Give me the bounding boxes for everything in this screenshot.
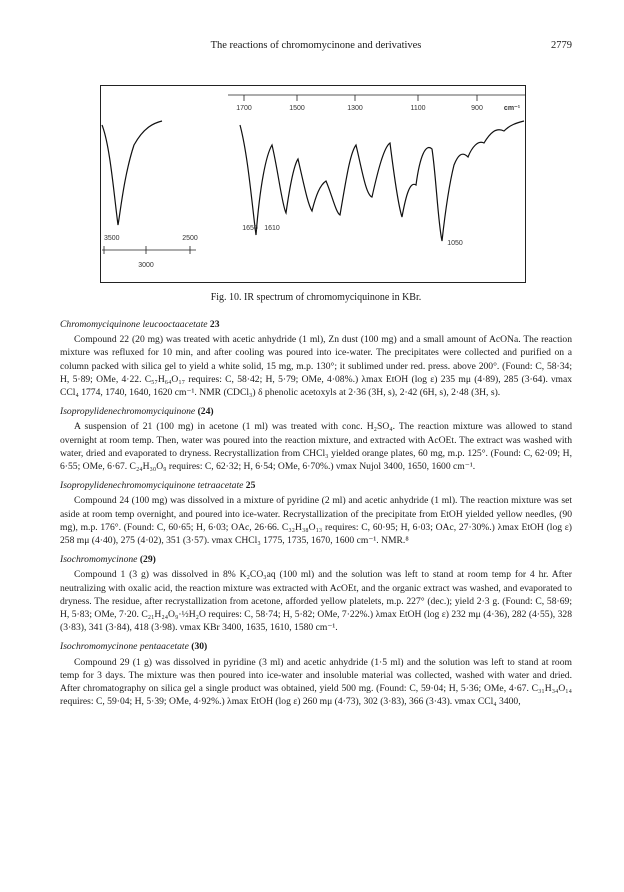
top-axis-label: 1500: [289, 105, 305, 112]
peak-label: 1650: [242, 225, 258, 232]
section-title: Isochromomycinone (29): [60, 554, 156, 566]
spectrum-trace-main: [240, 121, 524, 241]
bottom-axis-label: 3000: [138, 262, 154, 269]
top-axis-label: 1300: [347, 105, 363, 112]
page-header: [60, 40, 572, 56]
compound-number: 25: [245, 480, 256, 492]
compound-number: (24): [197, 406, 214, 418]
section-body: A suspension of 21 (100 mg) in acetone (1 ml) was treated with conc. H₂SO₄. The reaction mixture was allowed to stand overnight at room temp. Then, water was poured into the reaction mixture, and extracted with AcOEt. The extract was washed with water, dried and evaporated to dryness. Recrystallization from CHCl₃ yielded orange plates, 60 mg, m.p. 125°. (Found: C, 62·09; H, 6·55; OMe, 6·67. C₂₄H₃₀O₉ requires: C, 62·32; H, 6·54; OMe, 6·70%.) νmax Nujol 3400, 1650, 1600 cm⁻¹.: [60, 421, 572, 473]
section-isochromomycinone-pentaacetate: [60, 640, 572, 708]
running-title: The reactions of chromomycinone and derivatives: [210, 40, 422, 51]
bottom-axis-label: 2500: [182, 235, 198, 242]
compound-number: (29): [139, 554, 156, 566]
top-axis-label: 900: [471, 105, 483, 112]
section-isopropylidene-tetraacetate: [60, 479, 572, 547]
spectrum-trace-left: [102, 121, 162, 225]
section-body: Compound 29 (1 g) was dissolved in pyridine (3 ml) and acetic anhydride (1·5 ml) and the solution was left to stand at room temp for 3 days. The mixture was then poured into ice-water and insoluble material was collected, washed with water and dried. After chromatography on silica gel a single product was obtained, yield 500 mg. (Found: C, 59·04; H, 5·36; OMe, 4·67. C₃₁H₃₄O₁₄ requires: C, 59·04; H, 5·39; OMe, 4·92%.) λmax EtOH (log ε) 260 mμ (4·73), 302 (3·83), 366 (3·43). νmax CCl₄ 3400,: [60, 656, 572, 708]
bottom-axis-label: 3500: [104, 235, 120, 242]
peak-label: 1050: [447, 240, 463, 247]
compound-number: (30): [191, 641, 208, 653]
peak-label: 1610: [264, 225, 280, 232]
section-body: Compound 22 (20 mg) was treated with acetic anhydride (1 ml), Zn dust (100 mg) and a small amount of AcONa. The reaction mixture was refluxed for 10 min, and after cooling was poured into ice-water. The precipitates were collected and purified on a column packed with silica gel to yield a white solid, 15 mg, m.p. 130°; it sublimed under red. press. above 200°. (Found: C, 58·34; H, 5·89; OMe, 4·22. C₅₇H₆₄O₁₇ requires: C, 58·42; H, 5·79; OMe, 4·08%.) λmax EtOH (log ε) 235 mμ (4·89), 285 (3·64). νmax CCl₄ 1774, 1740, 1640, 1620 cm⁻¹. NMR (CDCl₃) δ phenolic acetoxyls at 2·36 (3H, s), 2·42 (6H, s), 2·48 (3H, s).: [60, 334, 572, 399]
top-axis-label: 1700: [236, 105, 252, 112]
ir-spectrum-figure: [100, 85, 526, 283]
section-title: Chromomyciquinone leucooctaacetate 23: [60, 319, 220, 330]
section-body: Compound 1 (3 g) was dissolved in 8% K₂CO₃aq (100 ml) and the solution was left to stand at room temp for 4 hr. After neutralizing with oxalic acid, the reaction mixture was extracted with AcOEt, and the organic extract was washed, and evaporated to dryness. The residue, after recrystallization from acetone, afforded yellow platelets, m.p. 227° (dec.); yield 2·3 g. (Found: C, 58·69; H, 5·83; OMe, 7·20. C₂₁H₂₄O₉·½H₂O requires: C, 58·74; H, 5·82; OMe, 7·22%.) λmax EtOH (log ε) 232 mμ (4·36), 282 (4·55), 328 (3·83), 341 (3·84), 418 (3·98). νmax KBr 3400, 1635, 1610, 1580 cm⁻¹.: [60, 569, 572, 634]
section-title: Isopropylidenechromomyciquinone (24): [60, 406, 214, 418]
top-axis-label: 1100: [410, 105, 426, 112]
ir-spectrum-plot: [100, 85, 526, 283]
figure-caption: Fig. 10. IR spectrum of chromomyciquinone in KBr.: [210, 292, 422, 303]
compound-number: 23: [209, 319, 220, 330]
section-leucooctaacetate: [60, 318, 572, 399]
plot-frame: [101, 86, 526, 283]
section-body: Compound 24 (100 mg) was dissolved in a mixture of pyridine (2 ml) and acetic anhydride (1 ml). The reaction mixture was set aside at room temp overnight, and poured into ice-water. Recrystallization of the precipitate from EtOH yielded yellow needles, (90 mg), m.p. 176°. (Found: C, 60·65; H, 6·03; OAc, 26·66. C₃₂H₃₈O₁₃ requires: C, 60·95; H, 6·03; OAc, 27·30%.) λmax EtOH (log ε) 258 mμ (4·40), 275 (4·02), 351 (3·57). νmax CHCl₃ 1775, 1735, 1670, 1600 cm⁻¹. NMR.⁸: [60, 495, 572, 547]
page-number: 2779: [551, 40, 572, 51]
section-isochromomycinone: [60, 553, 572, 634]
top-axis-unit: cm⁻¹: [503, 105, 521, 112]
section-isopropylidene: [60, 405, 572, 473]
section-title: Isopropylidenechromomyciquinone tetraacetate 25: [60, 480, 256, 492]
section-title: Isochromomycinone pentaacetate (30): [60, 641, 208, 653]
experimental-sections: [60, 318, 572, 714]
